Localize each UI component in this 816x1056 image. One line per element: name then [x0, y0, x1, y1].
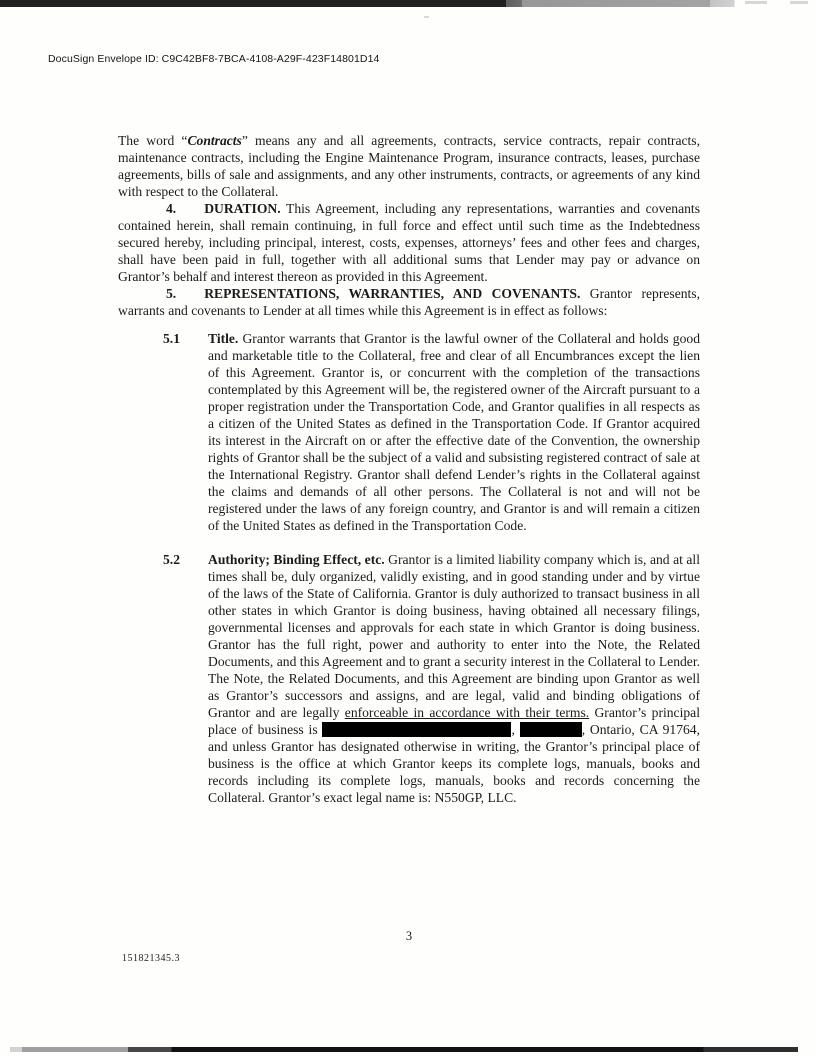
section-5-paragraph	[118, 285, 700, 319]
subsection-5-1-number: 5.1	[163, 331, 180, 346]
section-4-heading: DURATION.	[204, 201, 281, 216]
redaction-box-suite	[520, 722, 582, 737]
intro-text-before: The word “	[118, 133, 188, 148]
scan-artifact-bottom-bar	[10, 1047, 798, 1052]
subsection-5-2-body-part1: Grantor is a limited liability company which is, and at all times shall be, duly organized, validly existing, and in good standing under and by virtue of the laws of the State of California. Grantor is duly authorized to transact business in all other states in which Grantor is doing business, having obtained all necessary filings, governmental licenses and approvals for each state in which Grantor is doing business. Grantor has the full right, power and authority to enter into the Note, the Related Documents, and this Agreement and to grant a security interest in the Collateral to Lender. The Note, the Related Documents, and this Agreement are binding upon Grantor as well as Grantor’s successors and assigns, and are legal, valid and binding obligations of Grantor and are legally	[208, 552, 700, 720]
intro-paragraph	[118, 132, 700, 200]
scan-artifact-dash	[745, 1, 767, 4]
docusign-envelope-id: DocuSign Envelope ID: C9C42BF8-7BCA-4108-A29F-423F14801D14	[48, 53, 380, 65]
section-5-body: Grantor represents, warrants and covenants to Lender at all times while this Agreement is in effect as follows:	[118, 286, 700, 318]
section-5-heading: REPRESENTATIONS, WARRANTIES, AND COVENANTS.	[204, 286, 581, 301]
scan-artifact-top-bar	[0, 0, 816, 7]
section-4-paragraph	[118, 200, 700, 285]
subsection-5-2-heading: Authority; Binding Effect, etc.	[208, 552, 385, 567]
subsection-5-1	[118, 330, 700, 534]
redaction-separator: ,	[511, 722, 520, 737]
document-body	[118, 132, 700, 806]
subsection-5-2-body-part2: Grantor’s principal place of business is	[208, 705, 700, 737]
subsection-5-1-paragraph	[208, 330, 700, 534]
scan-artifact-dash	[790, 1, 808, 4]
subsection-5-1-body: Grantor warrants that Grantor is the lawful owner of the Collateral and holds good and marketable title to the Collateral, free and clear of all Encumbrances except the lien of this Agreement. Grantor is, or concurrent with the completion of the transactions contemplated by this Agreement will be, the registered owner of the Aircraft pursuant to a proper registration under the Transportation Code, and Grantor qualifies in all respects as a citizen of the United States as defined in the Transportation Code. If Grantor acquired its interest in the Aircraft on or after the effective date of the Convention, the ownership rights of Grantor shall be the subject of a valid and subsisting registered contract of sale at the International Registry. Grantor shall defend Lender’s rights in the Collateral against the claims and demands of all other persons. The Collateral is not and will not be registered under the laws of any foreign country, and Grantor is and will remain a citizen of the United States as defined in the Transportation Code.	[208, 331, 700, 533]
subsection-5-2-number: 5.2	[163, 552, 180, 567]
redaction-box-address	[322, 722, 511, 737]
subsection-5-2-paragraph	[208, 551, 700, 806]
section-4-body: This Agreement, including any representations, warranties and covenants contained herein, shall remain continuing, in full force and effect until such time as the Indebtedness secured hereby, including principal, interest, costs, expenses, attorneys’ fees and other fees and charges, shall have been paid in full, together with all additional sums that Lender may pay or advance on Grantor’s behalf and interest thereon as provided in this Agreement.	[118, 201, 700, 284]
intro-text-after: ” means any and all agreements, contracts, service contracts, repair contracts, maintenance contracts, including the Engine Maintenance Program, insurance contracts, leases, purchase agreements, bills of sale and assignments, and any other instruments, contracts, or agreements of any kind with respect to the Collateral.	[118, 133, 700, 199]
defined-term-contracts: Contracts	[187, 133, 242, 148]
subsection-5-2	[118, 551, 700, 806]
page-number: 3	[405, 929, 413, 943]
footer-reference-number: 151821345.3	[122, 953, 180, 964]
underlined-phrase: enforceable in accordance with their terms.	[344, 705, 590, 720]
subsection-5-2-body-part3: , Ontario, CA 91764, and unless Grantor has designated otherwise in writing, the Grantor’s principal place of business is the office at which Grantor keeps its complete logs, manuals, books and records including its complete logs, manuals, books and records concerning the Collateral. Grantor’s exact legal name is: N550GP, LLC.	[208, 722, 701, 805]
section-5-number: 5.	[166, 286, 177, 301]
subsection-5-1-heading: Title.	[208, 331, 239, 346]
section-4-number: 4.	[166, 201, 177, 216]
scan-artifact-speck	[424, 16, 429, 18]
